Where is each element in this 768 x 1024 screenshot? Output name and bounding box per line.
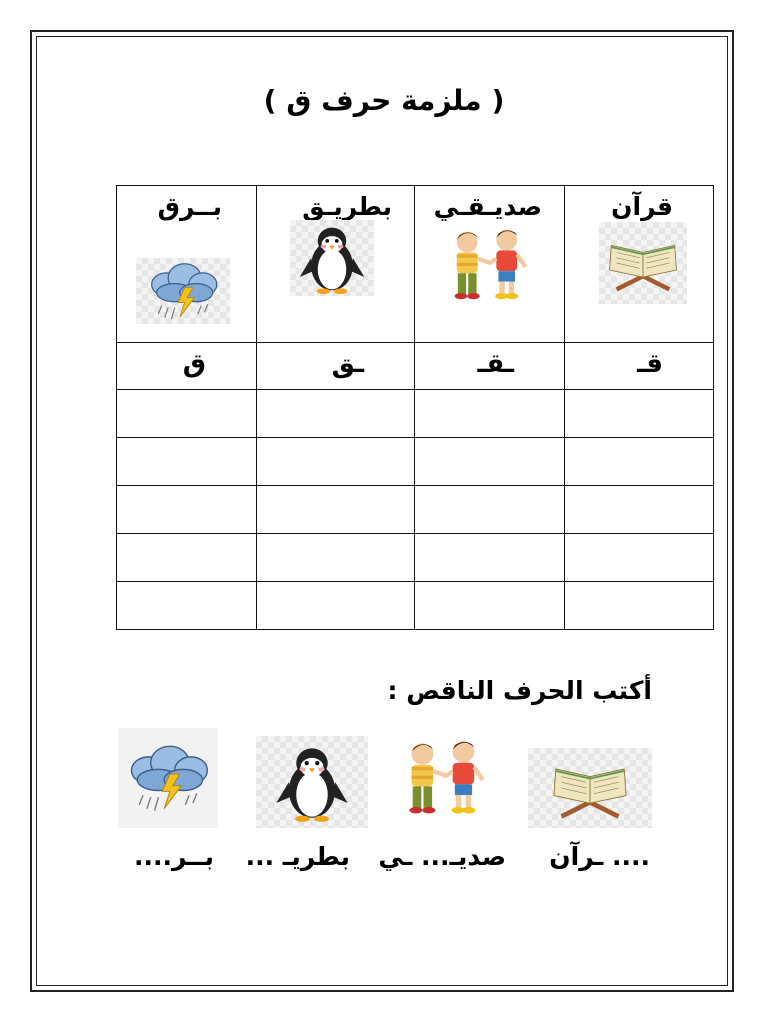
fill-blank-penguin[interactable]: بطريـ ... (245, 842, 350, 871)
friends-icon (436, 222, 540, 312)
writing-cell[interactable] (257, 390, 415, 438)
writing-cell[interactable] (565, 438, 714, 486)
letter-forms-table (116, 185, 714, 630)
table-row (117, 534, 714, 582)
table-row (117, 582, 714, 630)
title-text: ملزمة حرف ق (286, 84, 482, 117)
writing-cell[interactable] (415, 486, 565, 534)
table-row-pictures (117, 186, 714, 343)
exercise-instruction: أكتب الحرف الناقص : (387, 676, 652, 705)
word-friend: صديـقـي (433, 192, 542, 221)
storm-cloud-icon (118, 728, 218, 828)
writing-cell[interactable] (257, 534, 415, 582)
table-row-letter-forms (117, 343, 714, 390)
title-paren-open: ( (491, 84, 505, 117)
cell-form-initial (565, 343, 714, 390)
cell-form-final (257, 343, 415, 390)
cell-form-isolated (117, 343, 257, 390)
word-quran: قرآن (611, 192, 673, 221)
word-lightning: بــرق (157, 192, 222, 221)
fill-blank-lightning[interactable]: بــر.... (133, 842, 214, 871)
writing-cell[interactable] (257, 582, 415, 630)
fill-blank-friend[interactable]: صديـ... ـي (378, 842, 506, 871)
cell-form-medial (415, 343, 565, 390)
cell-penguin (257, 186, 415, 343)
fill-blank-quran[interactable]: .... ـرآن (549, 842, 650, 871)
writing-cell[interactable] (117, 390, 257, 438)
quran-icon (528, 748, 652, 828)
form-initial: قـ (637, 349, 663, 379)
writing-cell[interactable] (565, 486, 714, 534)
form-medial: ـقـ (477, 349, 514, 379)
penguin-icon (256, 736, 368, 828)
writing-cell[interactable] (415, 390, 565, 438)
writing-cell[interactable] (565, 534, 714, 582)
writing-cell[interactable] (257, 486, 415, 534)
cell-friend (415, 186, 565, 343)
title-paren-close: ) (263, 84, 277, 117)
form-isolated: ق (182, 349, 206, 379)
writing-cell[interactable] (415, 582, 565, 630)
friends-icon (388, 732, 500, 828)
cell-lightning (117, 186, 257, 343)
writing-cell[interactable] (565, 582, 714, 630)
penguin-icon (290, 220, 374, 296)
writing-cell[interactable] (565, 390, 714, 438)
word-penguin: بطريـق (302, 192, 392, 221)
writing-cell[interactable] (117, 486, 257, 534)
form-final: ـق (331, 349, 364, 379)
cell-quran (565, 186, 714, 343)
table-row (117, 486, 714, 534)
writing-cell[interactable] (415, 534, 565, 582)
writing-cell[interactable] (117, 582, 257, 630)
page-title (0, 84, 768, 117)
writing-cell[interactable] (257, 438, 415, 486)
table-row (117, 390, 714, 438)
table-row (117, 438, 714, 486)
writing-cell[interactable] (415, 438, 565, 486)
writing-cell[interactable] (117, 534, 257, 582)
writing-cell[interactable] (117, 438, 257, 486)
storm-cloud-icon (136, 258, 230, 324)
quran-icon (599, 222, 687, 304)
